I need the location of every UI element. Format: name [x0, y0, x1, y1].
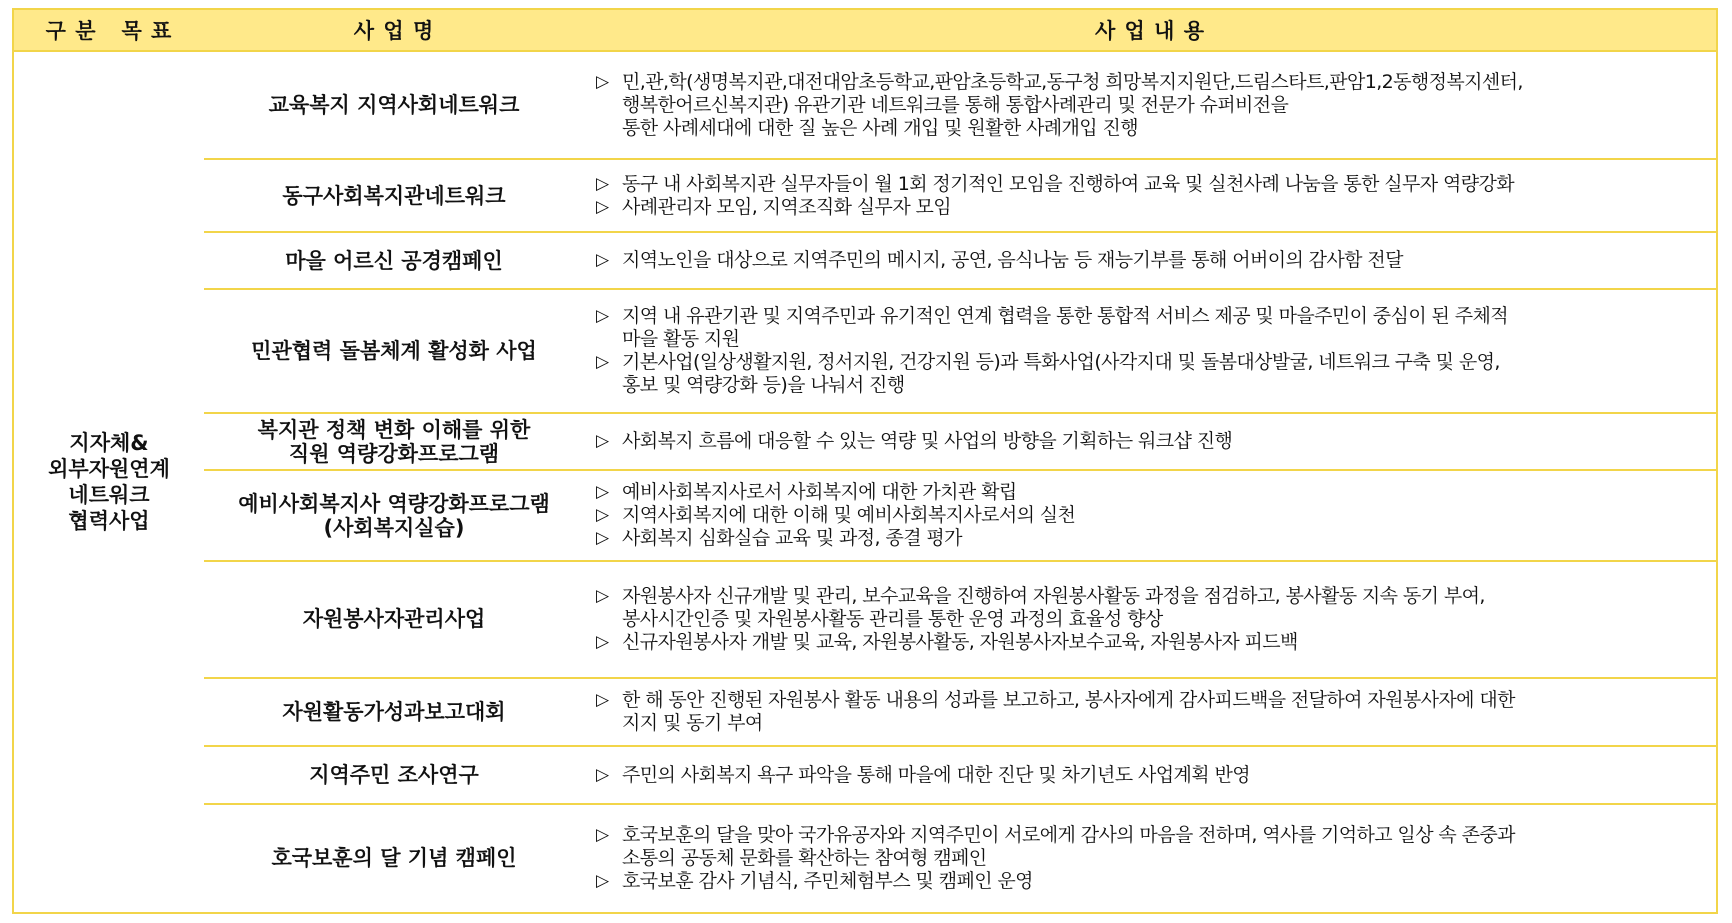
- program-content: [584, 232, 1716, 289]
- list-item-text: 사회복지 흐름에 대응할 수 있는 역량 및 사업의 방향을 기획하는 워크샵 진행: [622, 430, 1233, 453]
- triangle-bullet-icon: ▷: [596, 306, 609, 327]
- triangle-bullet-icon: ▷: [596, 250, 609, 271]
- list-item-text: 주민의 사회복지 욕구 파악을 통해 마을에 대한 진단 및 차기년도 사업계획 반영: [622, 763, 1250, 786]
- list-item-text: 지역노인을 대상으로 지역주민의 메시지, 공연, 음식나눔 등 재능기부를 통해 어버이의 감사함 전달: [622, 249, 1403, 272]
- header-category: 구 분 목 표: [14, 10, 204, 51]
- content-list: [594, 249, 1708, 272]
- list-item-text: 지역사회복지에 대한 이해 및 예비사회복지사로서의 실천: [622, 504, 1076, 527]
- program-content: [584, 470, 1716, 561]
- program-name: 마을 어르신 공경캠페인: [204, 232, 584, 289]
- list-item-text: 예비사회복지사로서 사회복지에 대한 가치관 확립: [622, 481, 1017, 504]
- content-list: [594, 689, 1708, 735]
- list-item-text: 사회복지 심화실습 교육 및 과정, 종결 평가: [622, 527, 962, 550]
- content-list: [594, 430, 1708, 453]
- content-list: [594, 824, 1708, 893]
- list-item: [594, 249, 1708, 272]
- list-item: [594, 585, 1708, 631]
- triangle-bullet-icon: ▷: [596, 824, 609, 845]
- table-body: [14, 51, 1716, 912]
- list-item-text: 동구 내 사회복지관 실무자들이 월 1회 정기적인 모임을 진행하여 교육 및 실천사례 나눔을 통한 실무자 역량강화: [622, 172, 1515, 195]
- table-row: [14, 678, 1716, 746]
- program-content: [584, 289, 1716, 413]
- header-row: [14, 10, 1716, 51]
- triangle-bullet-icon: ▷: [596, 71, 609, 92]
- triangle-bullet-icon: ▷: [596, 505, 609, 526]
- category-cell: 지자체& 외부자원연계 네트워크 협력사업: [48, 431, 170, 533]
- program-name: 자원활동가성과보고대회: [204, 678, 584, 746]
- table-row: [14, 561, 1716, 678]
- table-row: [14, 289, 1716, 413]
- program-content: [584, 678, 1716, 746]
- list-item: [594, 824, 1708, 870]
- list-item-text: 신규자원봉사자 개발 및 교육, 자원봉사활동, 자원봉사자보수교육, 자원봉사자 피드백: [622, 630, 1298, 653]
- list-item-text: 사례관리자 모임, 지역조직화 실무자 모임: [622, 195, 952, 218]
- triangle-bullet-icon: ▷: [596, 173, 609, 194]
- list-item-text: 기본사업(일상생활지원, 정서지원, 건강지원 등)과 특화사업(사각지대 및 돌봄대상발굴, 네트워크 구축 및 운영, 홍보 및 역량강화 등)을 나눠서 진행: [622, 351, 1500, 397]
- list-item: [594, 689, 1708, 735]
- table-row: [14, 804, 1716, 912]
- list-item: [594, 351, 1708, 397]
- content-list: [594, 585, 1708, 654]
- list-item: [594, 764, 1708, 787]
- table-row: [14, 470, 1716, 561]
- program-content: [584, 804, 1716, 912]
- table-row: [14, 232, 1716, 289]
- list-item: [594, 870, 1708, 893]
- program-content: [584, 561, 1716, 678]
- triangle-bullet-icon: ▷: [596, 764, 609, 785]
- content-list: [594, 481, 1708, 550]
- content-list: [594, 71, 1708, 140]
- header-program-content: 사 업 내 용: [584, 10, 1716, 51]
- program-table-frame: [12, 8, 1718, 914]
- program-content: [584, 413, 1716, 470]
- program-name: 예비사회복지사 역량강화프로그램 (사회복지실습): [204, 470, 584, 561]
- triangle-bullet-icon: ▷: [596, 690, 609, 711]
- list-item: [594, 430, 1708, 453]
- list-item-text: 지역 내 유관기관 및 지역주민과 유기적인 연계 협력을 통한 통합적 서비스 제공 및 마을주민이 중심이 된 주체적 마을 활동 지원: [622, 305, 1508, 351]
- content-list: [594, 305, 1708, 397]
- table-row: [14, 159, 1716, 232]
- list-item-text: 한 해 동안 진행된 자원봉사 활동 내용의 성과를 보고하고, 봉사자에게 감사피드백을 전달하여 자원봉사자에 대한 지지 및 동기 부여: [622, 689, 1515, 735]
- triangle-bullet-icon: ▷: [596, 870, 609, 891]
- triangle-bullet-icon: ▷: [596, 352, 609, 373]
- program-name: 자원봉사자관리사업: [204, 561, 584, 678]
- program-name: 복지관 정책 변화 이해를 위한 직원 역량강화프로그램: [204, 413, 584, 470]
- list-item-text: 민,관,학(생명복지관,대전대암초등학교,판암초등학교,동구청 희망복지지원단,드림스타트,판암1,2동행정복지센터, 행복한어르신복지관) 유관기관 네트워크를 통해 통합사례관리 및 전문가 슈퍼비전을 통한 사례세대에 대한 질 높은 사례 개입 및 원활한 사례개입 진행: [622, 70, 1523, 139]
- list-item-text: 호국보훈의 달을 맞아 국가유공자와 지역주민이 서로에게 감사의 마음을 전하며, 역사를 기억하고 일상 속 존중과 소통의 공동체 문화를 확산하는 참여형 캠페인: [622, 823, 1515, 869]
- list-item: [594, 173, 1708, 196]
- program-name: 지역주민 조사연구: [204, 746, 584, 803]
- triangle-bullet-icon: ▷: [596, 431, 609, 452]
- list-item-text: 자원봉사자 신규개발 및 관리, 보수교육을 진행하여 자원봉사활동 과정을 점검하고, 봉사활동 지속 동기 부여, 봉사시간인증 및 자원봉사활동 관리를 통한 운영 과정의 효율성 향상: [622, 584, 1485, 630]
- list-item: [594, 504, 1708, 527]
- list-item: [594, 71, 1708, 140]
- program-table: [14, 10, 1716, 912]
- content-list: [594, 764, 1708, 787]
- content-list: [594, 173, 1708, 219]
- header-program-name: 사 업 명: [204, 10, 584, 51]
- list-item-text: 호국보훈 감사 기념식, 주민체험부스 및 캠페인 운영: [622, 869, 1033, 892]
- table-row: [14, 51, 1716, 159]
- table-row: [14, 746, 1716, 803]
- program-content: [584, 159, 1716, 232]
- program-name: 동구사회복지관네트워크: [204, 159, 584, 232]
- list-item: [594, 305, 1708, 351]
- program-name: 교육복지 지역사회네트워크: [204, 51, 584, 159]
- triangle-bullet-icon: ▷: [596, 585, 609, 606]
- list-item: [594, 527, 1708, 550]
- list-item: [594, 631, 1708, 654]
- triangle-bullet-icon: ▷: [596, 482, 609, 503]
- program-content: [584, 51, 1716, 159]
- program-name: 민관협력 돌봄체계 활성화 사업: [204, 289, 584, 413]
- list-item: [594, 481, 1708, 504]
- program-content: [584, 746, 1716, 803]
- program-name: 호국보훈의 달 기념 캠페인: [271, 846, 517, 871]
- triangle-bullet-icon: ▷: [596, 631, 609, 652]
- triangle-bullet-icon: ▷: [596, 196, 609, 217]
- table-row: [14, 413, 1716, 470]
- triangle-bullet-icon: ▷: [596, 528, 609, 549]
- list-item: [594, 196, 1708, 219]
